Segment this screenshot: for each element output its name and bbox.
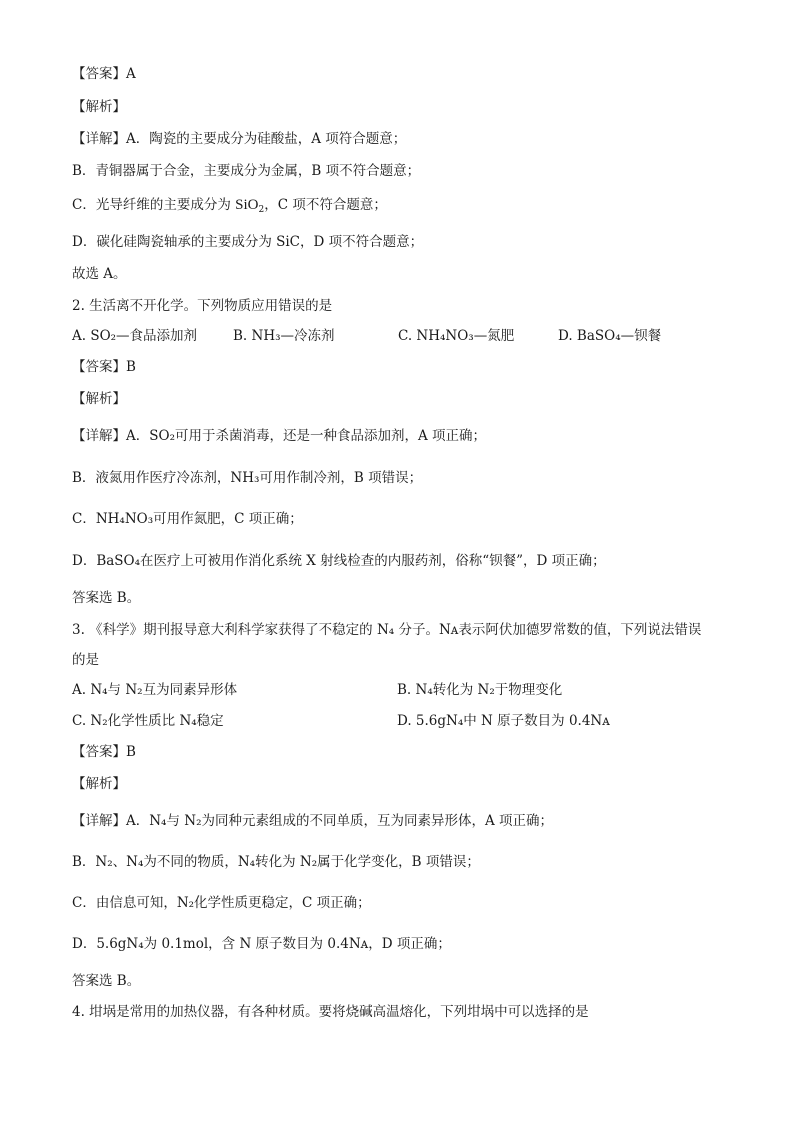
q3-stem-line1: 3. 《科学》期刊报导意大利科学家获得了不稳定的 N₄ 分子。Nᴀ表示阿伏加德罗常数的值，下列说法错误 <box>72 622 702 638</box>
q2-option-c: C. NH₄NO₃—氮肥 <box>398 328 515 344</box>
q3-detail-d: D．5.6gN₄为 0.1mol，含 N 原子数目为 0.4Nᴀ，D 项正确； <box>72 936 451 952</box>
q1-detail-b: B．青铜器属于合金，主要成分为金属，B 项不符合题意； <box>72 163 421 179</box>
q1-detail-a: 【详解】A．陶瓷的主要成分为硅酸盐，A 项符合题意； <box>72 131 407 147</box>
q3-stem-line2: 的是 <box>72 652 99 668</box>
q2-detail-d: D．BaSO₄在医疗上可被用作消化系统 X 射线检查的内服药剂，俗称“钡餐”，D 项正确； <box>72 553 606 569</box>
q3-option-b: B. N₄转化为 N₂于物理变化 <box>397 682 563 698</box>
q1-detail-c-post: ，C 项不符合题意； <box>264 197 387 213</box>
q3-detail-b: B．N₂、N₄为不同的物质，N₄转化为 N₂属于化学变化，B 项错误； <box>72 854 480 870</box>
q1-detail-c-subscript: 2 <box>258 205 265 215</box>
q3-detail-c: C．由信息可知，N₂化学性质更稳定，C 项正确； <box>72 895 371 911</box>
q3-answer: 【答案】B <box>72 744 136 760</box>
q3-option-a: A. N₄与 N₂互为同素异形体 <box>72 682 238 698</box>
q2-detail-a: 【详解】A．SO₂可用于杀菌消毒，还是一种食品添加剂，A 项正确； <box>72 428 487 444</box>
q1-detail-c <box>72 195 387 215</box>
q2-detail-b: B．液氮用作医疗冷冻剂，NH₃可用作制冷剂，B 项错误； <box>72 470 423 486</box>
q1-conclusion: 故选 A。 <box>72 266 127 282</box>
q3-detail-a: 【详解】A．N₄与 N₂为同种元素组成的不同单质，互为同素异形体，A 项正确； <box>72 813 554 829</box>
q1-detail-c-formula: SiO <box>235 197 259 213</box>
q2-analysis-heading: 【解析】 <box>72 391 126 407</box>
q2-option-d: D. BaSO₄—钡餐 <box>558 328 662 344</box>
q1-analysis-heading: 【解析】 <box>72 99 126 115</box>
q3-option-c: C. N₂化学性质比 N₄稳定 <box>72 713 224 729</box>
q2-conclusion: 答案选 B。 <box>72 590 141 606</box>
q4-stem: 4. 坩埚是常用的加热仪器，有各种材质。要将烧碱高温熔化，下列坩埚中可以选择的是 <box>72 1004 589 1020</box>
q2-option-a: A. SO₂—食品添加剂 <box>72 328 198 344</box>
q3-option-d: D. 5.6gN₄中 N 原子数目为 0.4Nᴀ <box>397 713 610 729</box>
q1-detail-d: D．碳化硅陶瓷轴承的主要成分为 SiC，D 项不符合题意； <box>72 234 424 250</box>
q2-answer: 【答案】B <box>72 359 136 375</box>
q2-detail-c: C．NH₄NO₃可用作氮肥，C 项正确； <box>72 511 303 527</box>
q3-analysis-heading: 【解析】 <box>72 776 126 792</box>
q1-answer: 【答案】A <box>72 66 136 82</box>
q1-detail-c-pre: C．光导纤维的主要成分为 <box>72 197 236 213</box>
q3-conclusion: 答案选 B。 <box>72 973 141 989</box>
q2-option-b: B. NH₃—冷冻剂 <box>233 328 335 344</box>
q2-stem: 2. 生活离不开化学。下列物质应用错误的是 <box>72 298 333 314</box>
